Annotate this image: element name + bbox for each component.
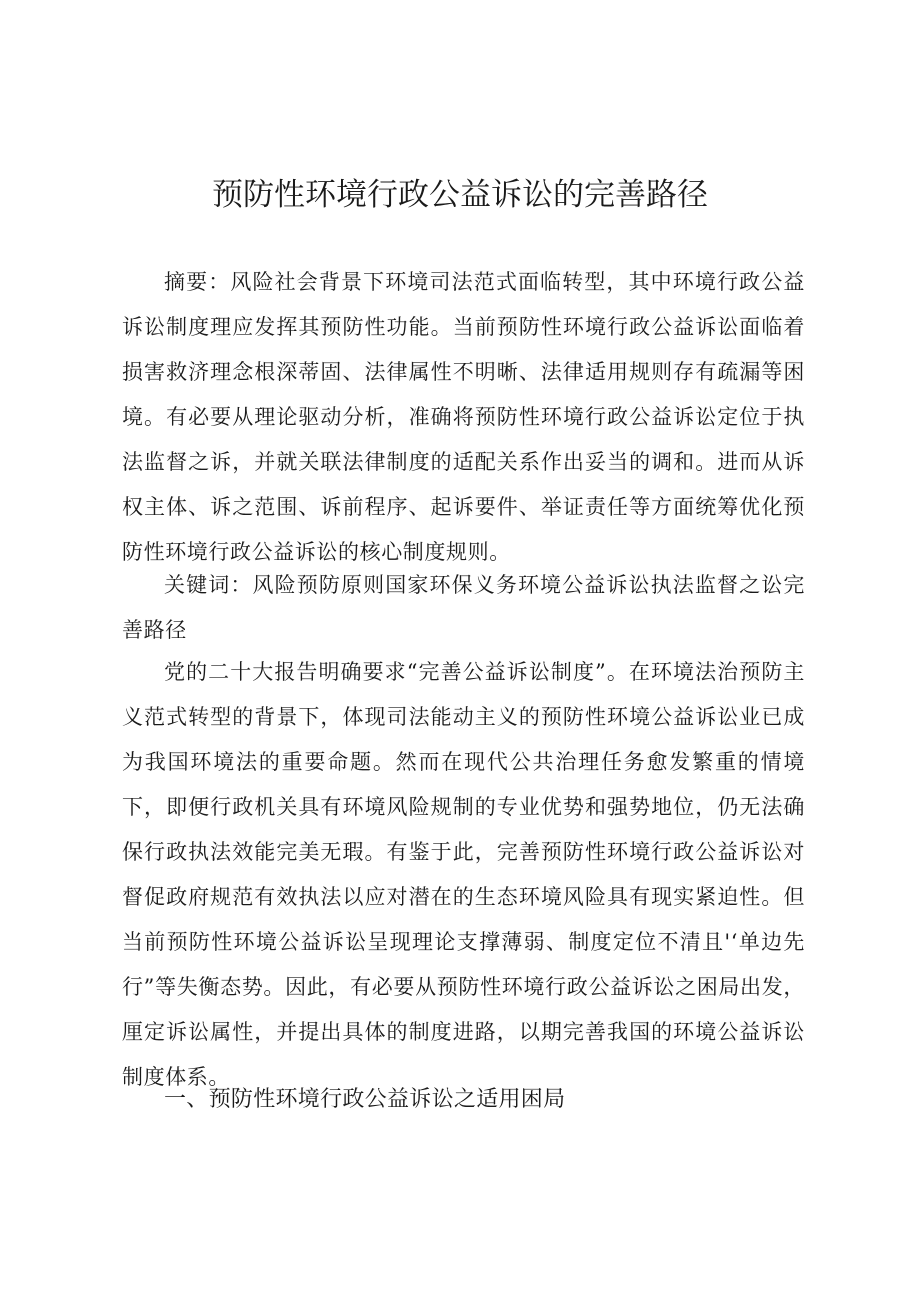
section-heading: 一、预防性环境行政公益诉讼之适用困局 bbox=[164, 1087, 566, 1112]
abstract-paragraph: 摘要：风险社会背景下环境司法范式面临转型，其中环境行政公益诉讼制度理应发挥其预防性功能。当前预防性环境行政公益诉讼面临着损害救济理念根深蒂固、法律属性不明晰、法律适用规则存有疏漏等困境。有必要从理论驱动分析，准确将预防性环境行政公益诉讼定位于执法监督之诉，并就关联法律制度的适配关系作出妥当的调和。进而从诉权主体、诉之范围、诉前程序、起诉要件、举证责任等方面统筹优化预防性环境行政公益诉讼的核心制度规则。 bbox=[122, 270, 805, 564]
body-paragraph: 党的二十大报告明确要求“完善公益诉讼制度”。在环境法治预防主义范式转型的背景下，体现司法能动主义的预防性环境公益诉讼业已成为我国环境法的重要命题。然而在现代公共治理任务愈发繁重的情境下，即便行政机关具有环境风险规制的专业优势和强势地位，仍无法确保行政执法效能完美无瑕。有鉴于此，完善预防性环境行政公益诉讼对督促政府规范有效执法以应对潜在的生态环境风险具有现实紧迫性。但当前预防性环境公益诉讼呈现理论支撑薄弱、制度定位不清且'‘单边先行”等失衡态势。因此，有必要从预防性环境行政公益诉讼之困局出发，厘定诉讼属性，并提出具体的制度进路，以期完善我国的环境公益诉讼制度体系。 bbox=[122, 660, 805, 1089]
keywords-paragraph: 关键词：风险预防原则国家环保义务环境公益诉讼执法监督之讼完善路径 bbox=[122, 573, 805, 642]
document-title: 预防性环境行政公益诉讼的完善路径 bbox=[212, 177, 708, 213]
